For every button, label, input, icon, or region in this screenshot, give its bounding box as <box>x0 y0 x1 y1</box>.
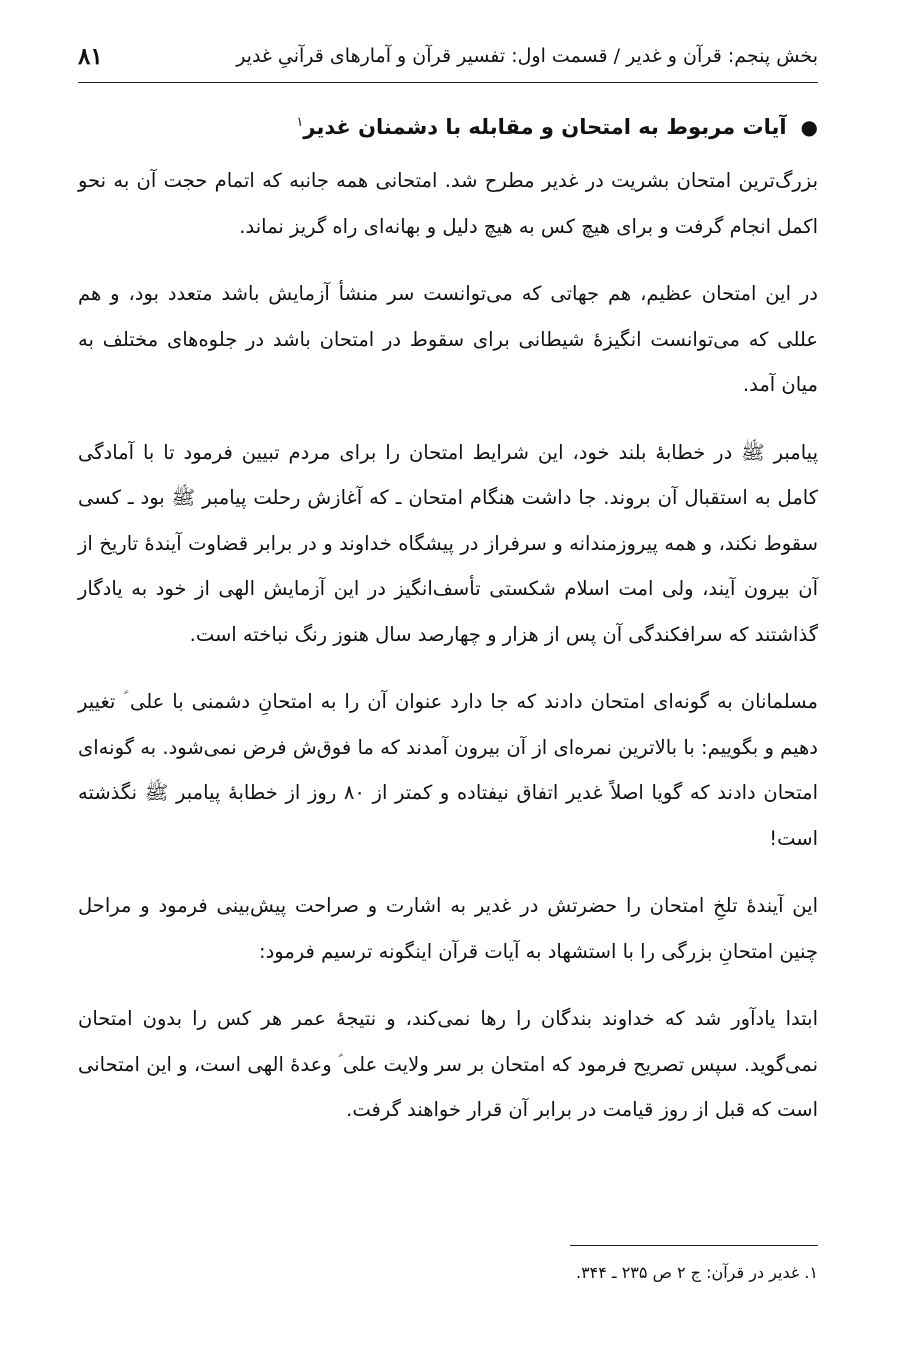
paragraph: پیامبر ﷺ در خطابهٔ بلند خود، این شرایط امتحان را برای مردم تبیین فرمود تا با آمادگی کامل به استقبال آن بروند. جا داشت هنگام امتحان ـ که آغازش رحلت پیامبر ﷺ بود ـ کسی سقوط نکند، و همه پیروزمندانه و سرفراز در پیشگاه خداوند و در برابر قضاوت آیندهٔ تاریخ از آن بیرون آیند، ولی امت اسلام شکستی تأسف‌انگیز در این آزمایش الهی از خود به یادگار گذاشتند که سرافکندگی آن پس از هزار و چهارصد سال هنوز رنگ نباخته است. <box>78 440 818 646</box>
section-heading <box>78 96 818 158</box>
running-header <box>78 30 818 83</box>
footnote-marker: ۱ <box>296 115 304 130</box>
page-number: ۸۱ <box>78 42 103 70</box>
paragraph: در این امتحان عظیم، هم جهاتی که می‌توانست سر منشأ آزمایش باشد متعدد بود، و هم عللی که می‌توانست انگیزهٔ شیطانی برای سقوط در امتحان باشد در جلوه‌های مختلف به میان آمد. <box>78 282 818 396</box>
header-title: بخش پنجم: قرآن و غدیر / قسمت اول: تفسیر قرآن و آمارهای قرآنیِ غدیر <box>236 45 818 67</box>
footnote: ۱. غدیر در قرآن: ج ۲ ص ۲۳۵ ـ ۳۴۴. <box>575 1263 818 1282</box>
footnote-divider <box>570 1245 818 1246</box>
paragraph: بزرگ‌ترین امتحان بشریت در غدیر مطرح شد. امتحانی همه جانبه که اتمام حجت آن به نحو اکمل انجام گرفت و برای هیچ کس به هیچ دلیل و بهانه‌ای راه گریز نماند. <box>78 169 818 238</box>
paragraph: این آیندهٔ تلخِ امتحان را حضرتش در غدیر به اشارت و صراحت پیش‌بینی فرمود و مراحل چنین امتحانِ بزرگی را با استشهاد به آیات قرآن اینگونه ترسیم فرمود: <box>78 894 818 963</box>
paragraph: ابتدا یادآور شد که خداوند بندگان را رها نمی‌کند، و نتیجهٔ عمر هر کس را بدون امتحان نمی‌گوید. سپس تصریح فرمود که امتحان بر سر ولایت علی ؑ وعدهٔ الهی است، و این امتحانی است که قبل از روز قیامت در برابر آن قرار خواهند گرفت. <box>78 1007 818 1121</box>
section-heading-text: آیات مربوط به امتحان و مقابله با دشمنان غدیر$^۱$ <box>296 115 787 139</box>
page-body <box>78 96 818 1155</box>
bullet-icon: ● <box>800 115 818 139</box>
paragraph: مسلمانان به گونه‌ای امتحان دادند که جا دارد عنوان آن را به امتحانِ دشمنی با علی ؑ تغییر دهیم و بگوییم: با بالاترین نمره‌ای از آن بیرون آمدند که ما فوق‌ش فرض نمی‌شود. به گونه‌ای امتحان دادند که گویا اصلاً غدیر اتفاق نیفتاده و کمتر از ۸۰ روز از خطابهٔ پیامبر ﷺ نگذشته است! <box>78 690 818 850</box>
